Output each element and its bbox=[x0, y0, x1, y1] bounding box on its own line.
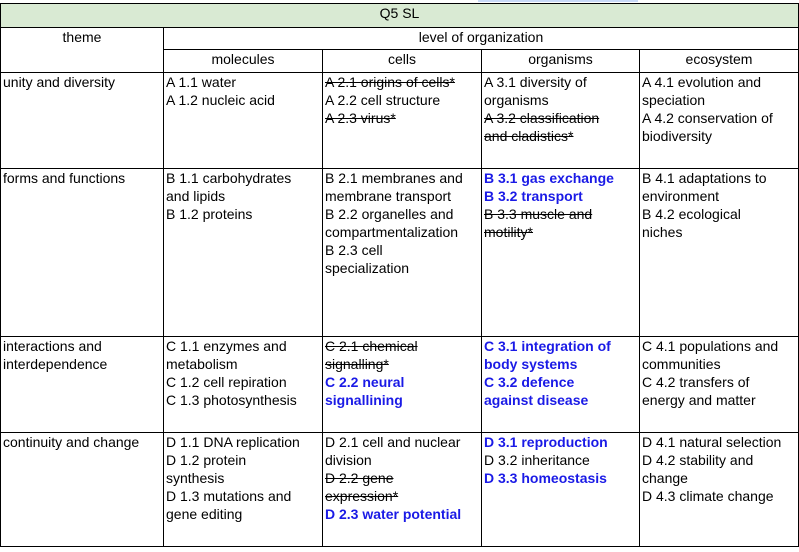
cell-line: environment bbox=[642, 188, 720, 204]
cell-forms-organisms[interactable] bbox=[482, 169, 640, 337]
cell-line: B 2.3 cell bbox=[325, 242, 383, 258]
cell-line: D 4.1 natural selection bbox=[642, 434, 782, 450]
cell-line: body systems bbox=[484, 356, 578, 372]
cell-line: change bbox=[642, 470, 688, 486]
cell-line: A 4.1 evolution and bbox=[642, 74, 762, 90]
cell-line: signallining bbox=[325, 392, 403, 408]
cell-unity-organisms[interactable] bbox=[482, 73, 640, 169]
cell-line: and lipids bbox=[166, 188, 226, 204]
cell-line: niches bbox=[642, 224, 683, 240]
cell-line: C 1.1 enzymes and bbox=[166, 338, 287, 354]
cell-line: C 3.2 defence bbox=[484, 374, 575, 390]
cell-line: A 2.1 origins of cells* bbox=[325, 74, 455, 90]
cell-interactions-organisms[interactable] bbox=[482, 337, 640, 433]
cell-line: specialization bbox=[325, 260, 410, 276]
cell-line: D 2.3 water potential bbox=[325, 506, 462, 522]
table-title[interactable]: Q5 SL bbox=[1, 4, 799, 28]
cell-line: signalling* bbox=[325, 356, 389, 372]
cell-line: D 3.2 inheritance bbox=[484, 452, 590, 468]
cell-line: and cladistics* bbox=[484, 128, 574, 144]
cell-line: C 3.1 integration of bbox=[484, 338, 611, 354]
theme-unity-and-diversity[interactable]: unity and diversity bbox=[1, 73, 164, 169]
cell-line: D 2.2 gene bbox=[325, 470, 394, 486]
cell-line: D 4.3 climate change bbox=[642, 488, 774, 504]
cell-line: D 1.2 protein bbox=[166, 452, 247, 468]
cell-line: A 2.3 virus* bbox=[325, 110, 396, 126]
cell-line: D 3.1 reproduction bbox=[484, 434, 608, 450]
cell-line: B 2.2 organelles and bbox=[325, 206, 454, 222]
cell-line: C 1.2 cell repiration bbox=[166, 374, 287, 390]
cell-line: motility* bbox=[484, 224, 534, 240]
cell-line: B 3.2 transport bbox=[484, 188, 583, 204]
cell-line: D 2.1 cell and nuclear bbox=[325, 434, 461, 450]
cell-line: A 2.2 cell structure bbox=[325, 92, 441, 108]
theme-header[interactable]: theme bbox=[1, 28, 164, 73]
cell-line: organisms bbox=[484, 92, 549, 108]
cell-line: C 4.2 transfers of bbox=[642, 374, 750, 390]
cell-line: D 4.2 stability and bbox=[642, 452, 754, 468]
cell-continuity-ecosystem[interactable] bbox=[640, 433, 799, 547]
column-header-cells[interactable]: cells bbox=[323, 50, 482, 73]
cell-line: communities bbox=[642, 356, 721, 372]
cell-forms-molecules[interactable] bbox=[164, 169, 323, 337]
cell-line: expression* bbox=[325, 488, 399, 504]
cell-forms-cells[interactable] bbox=[323, 169, 482, 337]
column-header-molecules[interactable]: molecules bbox=[164, 50, 323, 73]
cell-continuity-cells[interactable] bbox=[323, 433, 482, 547]
cell-unity-molecules[interactable] bbox=[164, 73, 323, 169]
cell-line: B 1.2 proteins bbox=[166, 206, 253, 222]
cell-continuity-molecules[interactable] bbox=[164, 433, 323, 547]
cell-line: C 1.3 photosynthesis bbox=[166, 392, 297, 408]
cell-forms-ecosystem[interactable] bbox=[640, 169, 799, 337]
theme-interactions-and-interdependence[interactable]: interactions and interdependence bbox=[1, 337, 164, 433]
cell-continuity-organisms[interactable] bbox=[482, 433, 640, 547]
cell-interactions-molecules[interactable] bbox=[164, 337, 323, 433]
cell-line: A 1.1 water bbox=[166, 74, 237, 90]
cell-line: membrane transport bbox=[325, 188, 452, 204]
cell-unity-ecosystem[interactable] bbox=[640, 73, 799, 169]
cell-line: A 3.1 diversity of bbox=[484, 74, 587, 90]
theme-continuity-and-change[interactable]: continuity and change bbox=[1, 433, 164, 547]
cell-line: gene editing bbox=[166, 506, 243, 522]
cell-line: A 3.2 classification bbox=[484, 110, 600, 126]
cell-line: A 1.2 nucleic acid bbox=[166, 92, 275, 108]
level-header[interactable]: level of organization bbox=[164, 28, 799, 50]
column-selection-highlight bbox=[478, 0, 638, 2]
organization-table bbox=[0, 3, 799, 547]
theme-forms-and-functions[interactable]: forms and functions bbox=[1, 169, 164, 337]
cell-line: synthesis bbox=[166, 470, 225, 486]
cell-line: speciation bbox=[642, 92, 706, 108]
cell-line: B 1.1 carbohydrates bbox=[166, 170, 292, 186]
column-header-organisms[interactable]: organisms bbox=[482, 50, 640, 73]
cell-line: B 2.1 membranes and bbox=[325, 170, 463, 186]
cell-line: D 3.3 homeostasis bbox=[484, 470, 607, 486]
column-header-ecosystem[interactable]: ecosystem bbox=[640, 50, 799, 73]
cell-line: metabolism bbox=[166, 356, 238, 372]
cell-interactions-ecosystem[interactable] bbox=[640, 337, 799, 433]
cell-line: against disease bbox=[484, 392, 589, 408]
cell-line: D 1.1 DNA replication bbox=[166, 434, 300, 450]
cell-line: B 3.1 gas exchange bbox=[484, 170, 614, 186]
cell-interactions-cells[interactable] bbox=[323, 337, 482, 433]
cell-line: C 4.1 populations and bbox=[642, 338, 779, 354]
cell-line: D 1.3 mutations and bbox=[166, 488, 292, 504]
cell-line: biodiversity bbox=[642, 128, 713, 144]
cell-line: energy and matter bbox=[642, 392, 756, 408]
cell-line: B 3.3 muscle and bbox=[484, 206, 593, 222]
cell-line: division bbox=[325, 452, 372, 468]
cell-line: C 2.1 chemical bbox=[325, 338, 418, 354]
cell-line: B 4.2 ecological bbox=[642, 206, 741, 222]
cell-line: compartmentalization bbox=[325, 224, 459, 240]
cell-line: A 4.2 conservation of bbox=[642, 110, 773, 126]
cell-line: C 2.2 neural bbox=[325, 374, 405, 390]
cell-line: B 4.1 adaptations to bbox=[642, 170, 767, 186]
cell-unity-cells[interactable] bbox=[323, 73, 482, 169]
